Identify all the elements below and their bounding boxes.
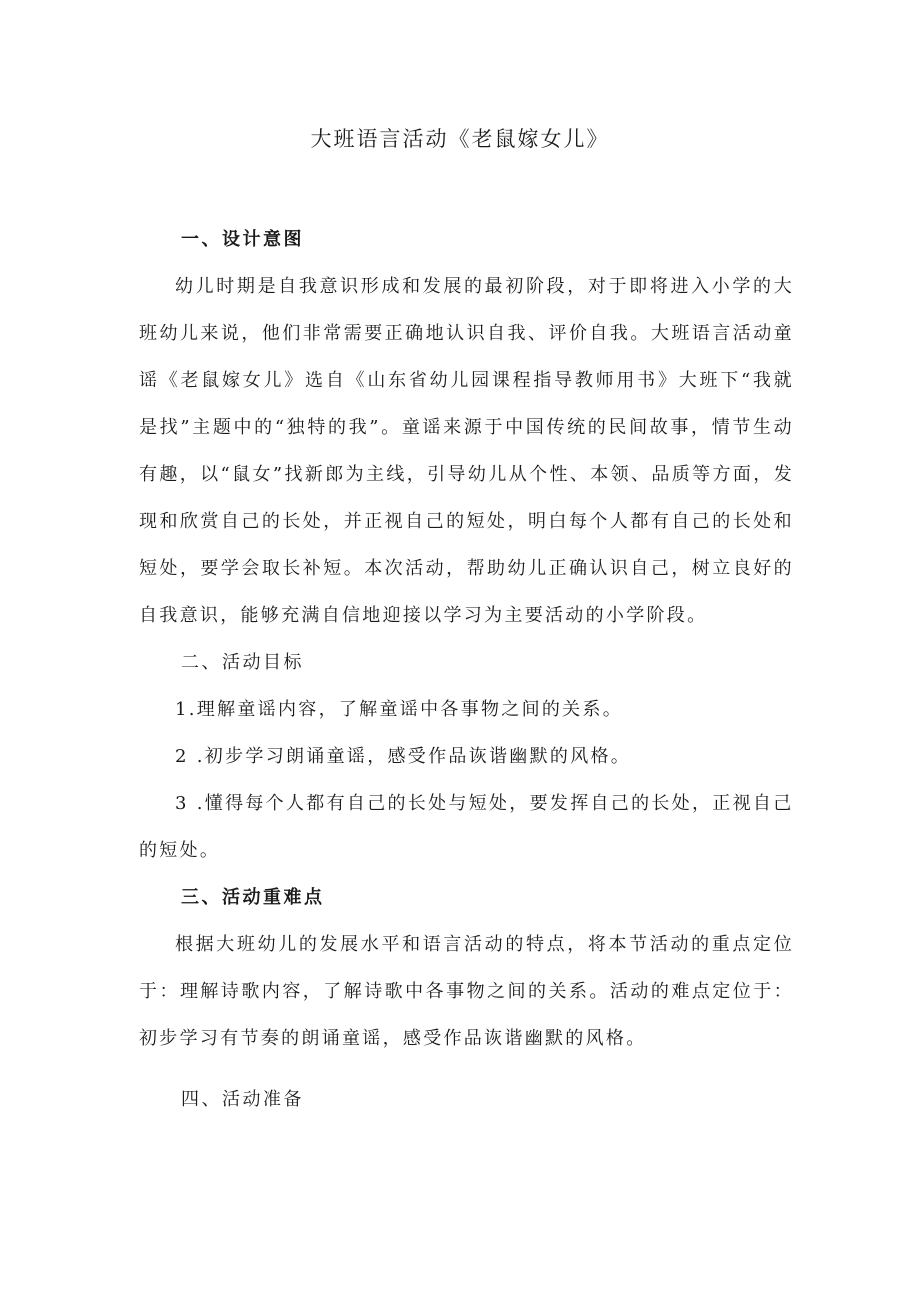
goal-item-2: 2 .初步学习朗诵童谣，感受作品诙谐幽默的风格。 — [175, 746, 632, 767]
goal-item-3: 3 .懂得每个人都有自己的长处与短处，要发挥自己的长处，正视自己的短处。 — [139, 793, 794, 861]
document-body — [139, 216, 794, 1123]
document-title: 大班语言活动《老鼠嫁女儿》 — [310, 127, 610, 151]
goal-item-1: 1.理解童谣内容，了解童谣中各事物之间的关系。 — [175, 699, 624, 720]
section-spacer — [139, 1062, 794, 1076]
section-heading-design: 一、设计意图 — [181, 229, 304, 250]
design-paragraph: 幼儿时期是自我意识形成和发展的最初阶段，对于即将进入小学的大班幼儿来说，他们非常需要正确地认识自我、评价自我。大班语言活动童谣《老鼠嫁女儿》选自《山东省幼儿园课程指导教师用书》大班下“我就是找”主题中的“独特的我”。童谣来源于中国传统的民间故事，情节生动有趣，以“鼠女”找新郎为主线，引导幼儿从个性、本领、品质等方面，发现和欣赏自己的长处，并正视自己的短处，明白每个人都有自己的长处和短处，要学会取长补短。本次活动，帮助幼儿正确认识自己，树立良好的自我意识，能够充满自信地迎接以学习为主要活动的小学阶段。 — [139, 276, 794, 626]
section-heading-focus: 三、活动重难点 — [181, 887, 325, 908]
focus-paragraph: 根据大班幼儿的发展水平和语言活动的特点，将本节活动的重点定位于：理解诗歌内容，了解诗歌中各事物之间的关系。活动的难点定位于：初步学习有节奏的朗诵童谣，感受作品诙谐幽默的风格。 — [139, 934, 794, 1049]
section-heading-prep: 四、活动准备 — [181, 1089, 304, 1110]
section-heading-goals: 二、活动目标 — [181, 652, 304, 673]
